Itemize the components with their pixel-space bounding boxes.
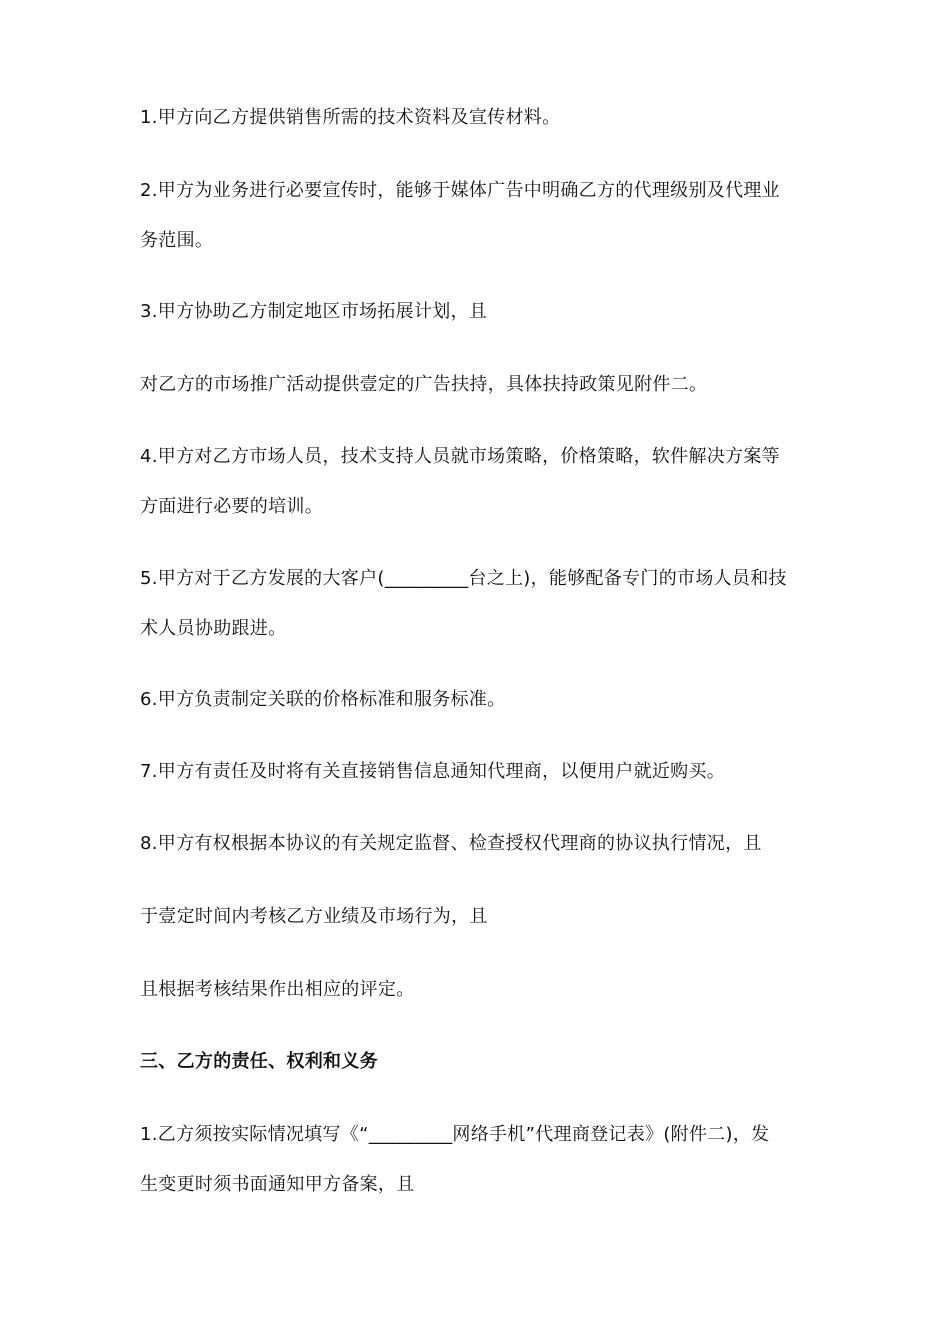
- section3-clause-1-line-1: 1.乙方须按实际情况填写《“_________网络手机”代理商登记表》(附件二)，发: [140, 1124, 770, 1145]
- clause-2-line-1: 2.甲方为业务进行必要宣传时，能够于媒体广告中明确乙方的代理级别及代理业: [140, 180, 780, 201]
- clause-4-line-1: 4.甲方对乙方市场人员，技术支持人员就市场策略，价格策略，软件解决方案等: [140, 446, 780, 467]
- clause-2-line-2: 务范围。: [140, 230, 214, 251]
- clause-3-line-1: 3.甲方协助乙方制定地区市场拓展计划，且: [140, 301, 488, 322]
- clause-1-line: 1.甲方向乙方提供销售所需的技术资料及宣传材料。: [140, 107, 561, 128]
- clause-6-line: 6.甲方负责制定关联的价格标准和服务标准。: [140, 689, 506, 710]
- clause-3-line-2: 对乙方的市场推广活动提供壹定的广告扶持，具体扶持政策见附件二。: [140, 374, 708, 395]
- section-heading: 三、乙方的责任、权利和义务: [140, 1051, 378, 1072]
- clause-4-line-2: 方面进行必要的培训。: [140, 496, 323, 517]
- clause-7-line: 7.甲方有责任及时将有关直接销售信息通知代理商，以便用户就近购买。: [140, 761, 726, 782]
- clause-8-line-1: 8.甲方有权根据本协议的有关规定监督、检查授权代理商的协议执行情况，且: [140, 833, 762, 854]
- section3-clause-1-line-2: 生变更时须书面通知甲方备案，且: [140, 1174, 415, 1195]
- clause-8-line-2: 于壹定时间内考核乙方业绩及市场行为，且: [140, 906, 488, 927]
- clause-8-line-3: 且根据考核结果作出相应的评定。: [140, 979, 415, 1000]
- clause-5-line-1: 5.甲方对于乙方发展的大客户(_________台之上)，能够配备专门的市场人员和技: [140, 568, 787, 589]
- clause-5-line-2: 术人员协助跟进。: [140, 618, 287, 639]
